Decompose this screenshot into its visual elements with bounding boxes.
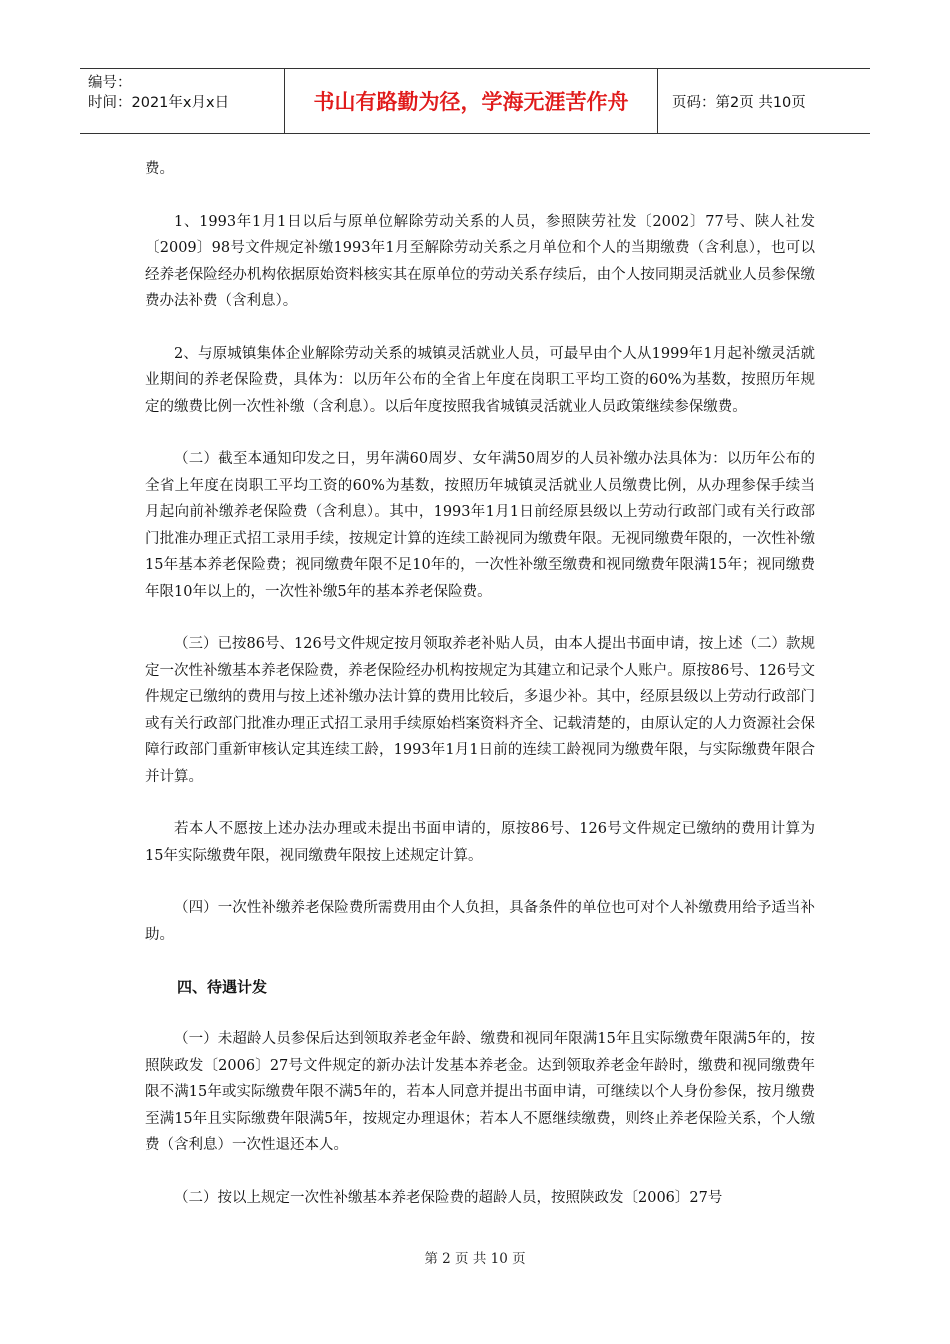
document-body	[145, 156, 815, 1211]
paragraph-continuation: 费。	[145, 161, 174, 177]
section-heading: 四、待遇计发	[177, 978, 268, 996]
header-meta	[80, 69, 285, 133]
paragraph: 1、1993年1月1日以后与原单位解除劳动关系的人员，参照陕劳社发〔2002〕77号、陕人社发〔2009〕98号文件规定补缴1993年1月至解除劳动关系之月单位和个人的当期缴费（含利息），也可以经养老保险经办机构依据原始资料核实其在原单位的劳动关系存续后，由个人按同期灵活就业人员参保缴费办法补费（含利息）。	[145, 213, 815, 309]
paragraph: （一）未超龄人员参保后达到领取养老金年龄、缴费和视同年限满15年且实际缴费年限满5年的，按照陕政发〔2006〕27号文件规定的新办法计发基本养老金。达到领取养老金年龄时，缴费和视同缴费年限不满15年或实际缴费年限不满5年的，若本人同意并提出书面申请，可继续以个人身份参保，按月缴费 至满15年且实际缴费年限满5年，按规定办理退休；若本人不愿继续缴费，则终止养老保险关系，个人缴费（含利息）一次性退还本人。	[145, 1031, 815, 1153]
paragraph: 若本人不愿按上述办法办理或未提出书面申请的，原按86号、126号文件规定已缴纳的费用计算为15年实际缴费年限，视同缴费年限按上述规定计算。	[145, 821, 815, 864]
paragraph: （二）截至本通知印发之日，男年满60周岁、女年满50周岁的人员补缴办法具体为：以历年公布的全省上年度在岗职工平均工资的60%为基数，按照历年城镇灵活就业人员缴费比例，从办理参保手续当月起向前补缴养老保险费（含利息）。其中，1993年1月1日前经原县级以上劳动行政部门或有关行政部门批准办理正式招工录用手续，按规定计算的连续工龄视同为缴费年限。无视同缴费年限的，一次性补缴15年基本养老保险费；视同缴费年限不足10年的，一次性补缴至缴费和视同缴费年限满15年；视同缴费年限10年以上的，一次性补缴5年的基本养老保险费。	[145, 451, 815, 600]
paragraph: 2、与原城镇集体企业解除劳动关系的城镇灵活就业人员，可最早由个人从1999年1月起补缴灵活就业期间的养老保险费，具体为：以历年公布的全省上年度在岗职工平均工资的60%为基数，按照历年规定的缴费比例一次性补缴（含利息）。以后年度按照我省城镇灵活就业人员政策继续参保缴费。	[145, 345, 815, 415]
header-page-info: 页码：第2页 共10页	[672, 94, 806, 111]
document-date-label: 时间：2021年x月x日	[88, 95, 230, 111]
page-header	[80, 68, 870, 134]
paragraph: （四）一次性补缴养老保险费所需费用由个人负担，具备条件的单位也可对个人补缴费用给予适当补助。	[145, 900, 815, 943]
header-motto: 书山有路勤为径，学海无涯苦作舟	[285, 69, 658, 133]
page-footer: 第 2 页 共 10 页	[424, 1251, 526, 1267]
paragraph: （三）已按86号、126号文件规定按月领取养老补贴人员，由本人提出书面申请，按上述（二）款规定一次性补缴基本养老保险费，养老保险经办机构按规定为其建立和记录个人账户。原按86号、126号文件规定已缴纳的费用与按上述补缴办法计算的费用比较后，多退少补。其中，经原县级以上劳动行政部门或有关行政部门批准办理正式招工录用手续原始档案资料齐全、记载清楚的，由原认定的人力资源社会保障行政部门重新审核认定其连续工龄，1993年1月1日前的连续工龄视同为缴费年限，与实际缴费年限合并计算。	[145, 636, 815, 785]
document-number-label: 编号：	[88, 75, 132, 91]
paragraph: （二）按以上规定一次性补缴基本养老保险费的超龄人员，按照陕政发〔2006〕27号	[174, 1189, 723, 1206]
